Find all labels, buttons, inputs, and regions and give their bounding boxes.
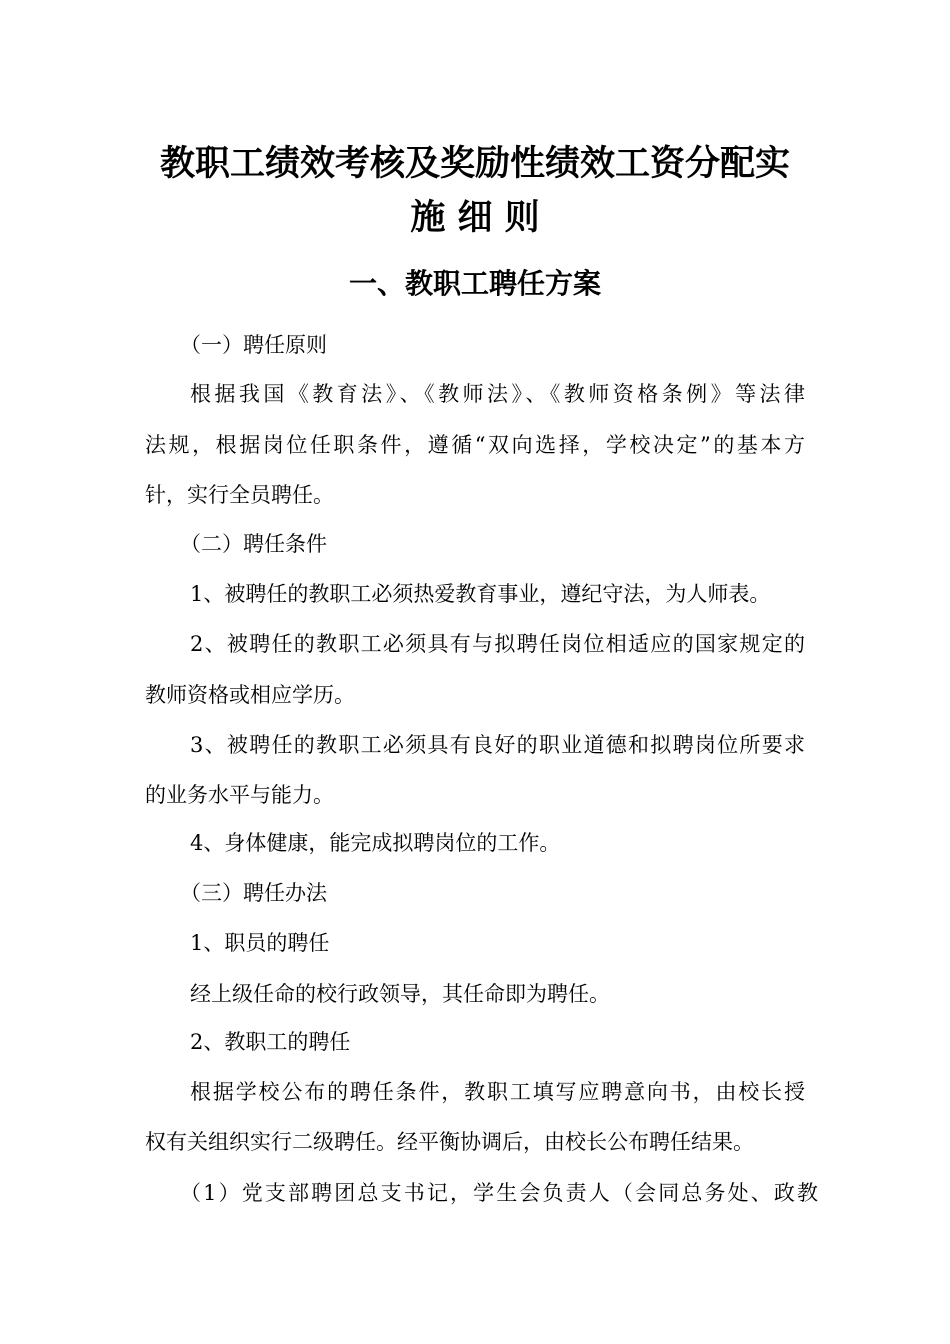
paragraph-line: 根据学校公布的聘任条件，教职工填写应聘意向书，由校长授 [190,1080,805,1104]
paragraph-line: 教师资格或相应学历。 [145,683,355,707]
paragraph-line: 根据我国《教育法》、《教师法》、《教师资格条例》等法律 [190,382,805,406]
document-title-line-2: 施 细 则 [410,198,540,238]
paragraph-line: 权有关组织实行二级聘任。经平衡协调后，由校长公布聘任结果。 [145,1130,754,1154]
paragraph-line: 4、身体健康，能完成拟聘岗位的工作。 [190,831,561,855]
paragraph-line: 2、被聘任的教职工必须具有与拟聘任岗位相适应的国家规定的 [190,632,805,656]
paragraph-line: 2、教职工的聘任 [190,1030,351,1054]
paragraph-line: 的业务水平与能力。 [145,783,334,807]
paragraph-line: 3、被聘任的教职工必须具有良好的职业道德和拟聘岗位所要求 [190,733,805,757]
subsection-heading-principles: （一）聘任原则 [180,333,327,357]
paragraph-line: 经上级任命的校行政领导，其任命即为聘任。 [190,982,610,1006]
paragraph-line: 针，实行全员聘任。 [145,483,334,507]
document-title-line-1: 教职工绩效考核及奖励性绩效工资分配实 [159,144,790,184]
paragraph-line: 1、被聘任的教职工必须热爱教育事业，遵纪守法，为人师表。 [190,582,771,606]
paragraph-line: 法规，根据岗位任职条件，遵循“双向选择，学校决定”的基本方 [145,433,805,457]
subsection-heading-conditions: （二）聘任条件 [180,532,327,556]
paragraph-line: （1）党支部聘团总支书记，学生会负责人（会同总务处、政教 [180,1181,818,1205]
paragraph-line: 1、职员的聘任 [190,931,330,955]
subsection-heading-methods: （三）聘任办法 [180,881,327,905]
section-heading: 一、教职工聘任方案 [348,267,601,300]
